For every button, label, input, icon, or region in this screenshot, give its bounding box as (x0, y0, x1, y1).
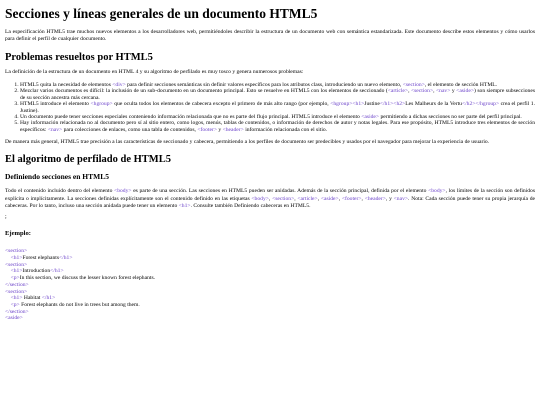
inline-code-tag: <footer> (197, 126, 217, 133)
inline-code-tag: <h1> (178, 203, 191, 210)
code-line (5, 289, 27, 295)
inline-code-tag: <body> (114, 188, 132, 195)
intro-paragraph: La especificación HTML5 trae muchos nuevos elementos a los desarrolladores web, permitiéndoles describir la estructura de un documento web con semántica estandarizada. Este documento describe estos elementos y cómo usarlos para definir el perfil de cualquier documento. (5, 29, 535, 43)
algorithm-heading: El algoritmo de perfilado de HTML5 (5, 154, 171, 166)
sections-paragraph: Todo el contenido incluido dentro del elemento <body> es parte de una sección. Las secciones en HTML5 pueden ser anidadas. Además de la sección principal, definida por el elemento <body>, los límites de la sección son definidos explícita o implícitamente. La secciones definidas explícitamente son el contenido definido en las etiquetas <body>, <section>, <article>, <aside>, <footer>, <header>, y <nav>. Nota: Cada sección puede tener su propia jerarquía de cabeceras. Por lo tanto, incluso una sección anidada puede tener un elemento <h1>. Consulte también Definiendo cabeceras en HTML5. (5, 188, 536, 210)
problem-item: 1. HTML5 quita la necesidad de elementos <div> para definir secciones semánticas sin definir valores específicos para los atributos class, introduciendo un nuevo elemento, <section>, el elemento de sección HTML. (20, 82, 535, 88)
inline-code-tag: <section> (410, 88, 434, 95)
sections-subheading: Definiendo secciones en HTML5 (5, 172, 109, 182)
inline-code-tag: <body> (428, 188, 446, 195)
problems-lead: La definición de la estructura de un documento en HTML 4 y su algoritmo de perfilado es muy tosco y genera numerosos problemas: (5, 68, 304, 75)
code-line (5, 315, 23, 321)
problems-heading: Problemas resueltos por HTML5 (5, 51, 153, 63)
inline-code-tag: <article> (387, 88, 409, 95)
inline-code-tag: <section> (5, 288, 28, 295)
inline-code-tag: <header> (222, 126, 244, 133)
code-line: <h1>Introduction</h1> (10, 268, 64, 275)
inline-code-tag: </section> (5, 281, 29, 288)
inline-code-tag: <nav> (47, 126, 63, 133)
inline-code-tag: <h1> (10, 268, 23, 275)
inline-code-tag: </h1> (41, 295, 56, 302)
inline-code-tag: </h1><h2> (379, 101, 406, 108)
inline-code-tag: <h1> (10, 295, 23, 302)
code-line: <h1>Forest elephants</h1> (10, 255, 73, 262)
inline-code-tag: </h1> (50, 268, 64, 275)
problem-item: 2. Mezclar varios documentos es difícil: la inclusión de un sub-documento en un documento principal. Esto se resuelve en HTML5 con los elementos de seccionado (<article>, <section>, <nav> y <aside>) son siempre subsecciones de su sección ancestra más cercana. (20, 88, 535, 101)
inline-code-tag: <aside> (320, 195, 339, 202)
inline-code-tag: <aside> (361, 113, 380, 120)
inline-code-tag: <body> (251, 195, 269, 202)
inline-code-tag: <section> (402, 81, 425, 88)
problem-item: 5. Hay información relacionada no al documento pero sí al sitio entero, como logos, menús, tablas de contenidos, o información de derechos de autor y notas legales. Para ese propósito, HTML5 introduce tres elementos de sección específicos: <nav> para colecciones de enlaces, como una tabla de contenidos, <footer> y <header> información relacionada con el sitio. (20, 120, 535, 133)
inline-code-tag: <section> (272, 195, 295, 202)
code-line (5, 282, 29, 288)
code-line (5, 309, 29, 315)
code-example (5, 248, 535, 322)
inline-code-tag: <div> (112, 81, 126, 88)
example-label: Ejemplo: (5, 230, 32, 238)
code-line: <h1> Habitat </h1> (10, 295, 56, 302)
code-line: <p>In this section, we discuss the lesser known forest elephants. (10, 275, 156, 282)
page-title: Secciones y líneas generales de un documento HTML5 (5, 6, 318, 21)
problem-item: 3. HTML5 introduce el elemento <hgroup> que oculta todos los elementos de cabecera excepto el primero de más alto rango (por ejemplo, <hgroup><h1>Justine</h1><h2>Les Malheurs de la Vertu</h2></hgroup> crea el perfil 1. Justine). (20, 101, 535, 114)
inline-code-tag: <p> (10, 275, 20, 282)
problem-item: 4. Un documento puede tener secciones especiales conteniendo información relacionada que no es parte del flujo principal. HTML5 introduce el elemento <aside> permitiendo a dichas secciones no ser parte del perfil principal. (20, 114, 535, 120)
inline-code-tag: <h1> (10, 255, 23, 262)
problems-list (5, 82, 535, 133)
summary-paragraph: De manera más general, HTML5 trae precisión a las características de seccionado y cabecera, permitiendo a los perfiles de documento ser predecibles y usados por el navegador para mejorar la experiencia de usuario. (5, 139, 490, 146)
inline-code-tag: </h1> (59, 255, 73, 262)
inline-code-tag: <aside> (456, 88, 474, 95)
inline-code-tag: <footer> (341, 195, 362, 202)
inline-code-tag: <hgroup><h1> (330, 101, 365, 108)
inline-code-tag: <nav> (393, 195, 409, 202)
stray-semicolon: ; (5, 214, 7, 221)
inline-code-tag: <hgroup> (90, 101, 113, 108)
inline-code-tag: <aside> (5, 315, 23, 322)
inline-code-tag: <p> (10, 301, 20, 308)
inline-code-tag: <article> (297, 195, 318, 202)
inline-code-tag: </h2></hgroup> (461, 101, 500, 108)
code-line: <p> Forest elephants do not live in trees but among them. (10, 301, 140, 308)
inline-code-tag: <nav> (436, 88, 451, 95)
code-line (5, 248, 27, 254)
inline-code-tag: </section> (5, 308, 29, 315)
code-line (5, 262, 27, 268)
inline-code-tag: <section> (5, 261, 28, 268)
inline-code-tag: <section> (5, 248, 28, 255)
inline-code-tag: <header> (364, 195, 386, 202)
